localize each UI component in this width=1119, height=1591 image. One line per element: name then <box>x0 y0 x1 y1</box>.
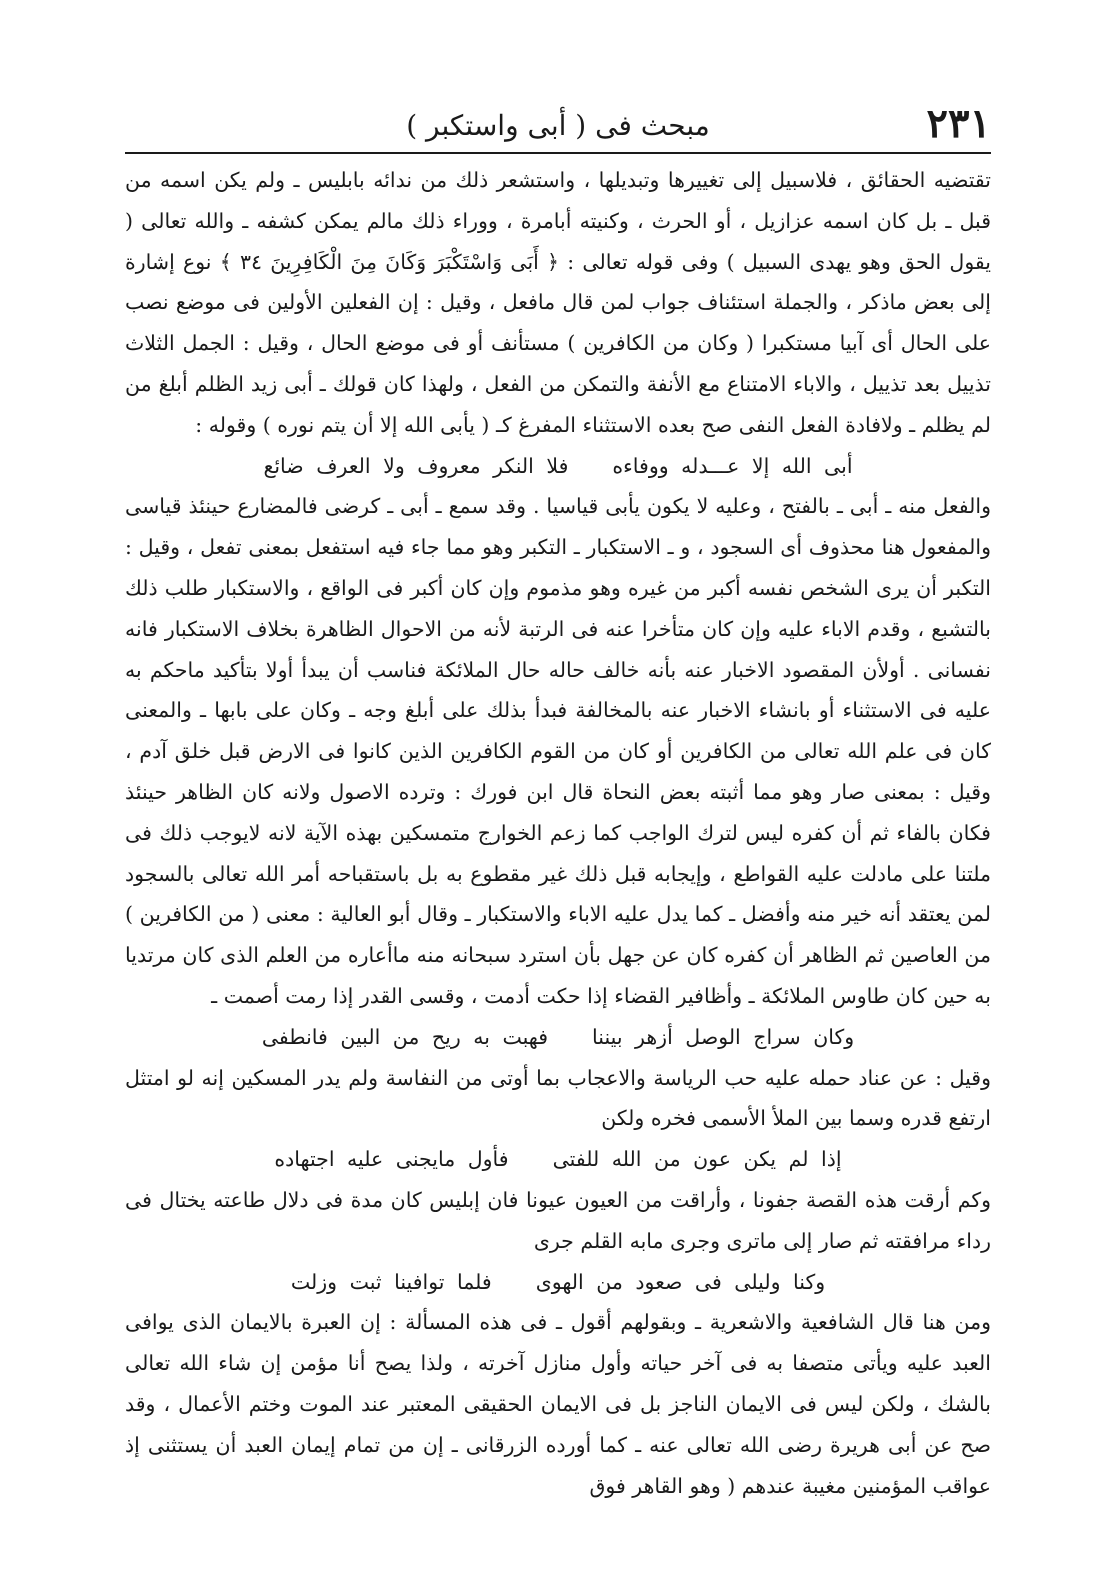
verse-line <box>125 1017 991 1058</box>
paragraph: والفعل منه ـ أبى ـ بالفتح ، وعليه لا يكون يأبى قياسيا . وقد سمع ـ أبى ـ كرضى فالمضارع حينئذ قياسى والمفعول هنا محذوف أى السجود ، و ـ الاستكبار ـ التكبر وهو مما جاء فيه استفعل بمعنى تفعل ، وقيل : التكبر أن يرى الشخص نفسه أكبر من غيره وهو مذموم وإن كان أكبر فى الواقع ، والاستكبار طلب ذلك بالتشبع ، وقدم الاباء عليه وإن كان متأخرا عنه فى الرتبة لأنه من الاحوال الظاهرة بخلاف الاستكبار فانه نفسانى . أولأن المقصود الاخبار عنه بأنه خالف حاله حال الملائكة فناسب أن يبدأ أولا بتأكيد ماحكم به عليه فى الاستثناء أو بانشاء الاخبار عنه بالمخالفة فبدأ بذلك على أبلغ وجه ـ وكان على بابها ـ والمعنى كان فى علم الله تعالى من الكافرين أو كان من القوم الكافرين الذين كانوا فى الارض قبل خلق آدم ، وقيل : بمعنى صار وهو مما أثبته بعض النحاة قال ابن فورك : وترده الاصول ولانه كان الظاهر حينئذ فكان بالفاء ثم أن كفره ليس لترك الواجب كما زعم الخوارج متمسكين بهذه الآية لانه لايوجب ذلك فى ملتنا على مادلت عليه القواطع ، وإيجابه قبل ذلك غير مقطوع به بل باستقباحه أمر الله تعالى بالسجود لمن يعتقد أنه خير منه وأفضل ـ كما يدل عليه الاباء والاستكبار ـ وقال أبو العالية : معنى ( من الكافرين ) من العاصين ثم الظاهر أن كفره كان عن جهل بأن استرد سبحانه منه ماأعاره من العلم الذى كان مرتديا به حين كان طاوس الملائكة ـ وأظافير القضاء إذا حكت أدمت ، وقسى القدر إذا رمت أصمت ـ <box>125 494 991 1008</box>
running-title: مبحث فى ( أبى واستكبر ) <box>406 109 710 142</box>
verse-line <box>125 1139 991 1180</box>
verse-second-hemistich: فأول مايجنى عليه اجتهاده <box>274 1147 509 1172</box>
verse-line <box>125 1262 991 1303</box>
verse-second-hemistich: فلا النكر معروف ولا العرف ضائع <box>263 453 569 478</box>
verse-first-hemistich: إذا لم يكن عون من الله للفتى <box>552 1147 842 1172</box>
verse-first-hemistich: وكنا وليلى فى صعود من الهوى <box>535 1269 826 1294</box>
verse-second-hemistich: فهبت به ريح من البين فانطفى <box>261 1024 549 1049</box>
verse-second-hemistich: فلما توافينا ثبت وزلت <box>290 1269 492 1294</box>
verse-first-hemistich: وكان سراج الوصل أزهر بيننا <box>592 1024 855 1049</box>
verse-first-hemistich: أبى الله إلا عـــدله ووفاءه <box>612 453 853 478</box>
paragraph: وكم أرقت هذه القصة جفونا ، وأراقت من العيون عيونا فان إبليس كان مدة فى دلال طاعته يختال فى رداء مرافقته ثم صار إلى ماترى وجرى مابه القلم جرى <box>125 1187 991 1253</box>
page-header <box>125 100 991 152</box>
header-rule <box>125 152 991 154</box>
page-number: ٢٣١ <box>926 100 991 147</box>
paragraph: تقتضيه الحقائق ، فلاسبيل إلى تغييرها وتبديلها ، واستشعر ذلك من ندائه بابليس ـ ولم يكن اسمه من قبل ـ بل كان اسمه عزازيل ، أو الحرث ، وكنيته أبامرة ، ووراء ذلك مالم يمكن كشفه ـ والله تعالى ( يقول الحق وهو يهدى السبيل ) وفى قوله تعالى : ﴿ أَبَى وَاسْتَكْبَرَ وَكَانَ مِنَ الْكَافِرِينَ ٣٤ ﴾ نوع إشارة إلى بعض ماذكر ، والجملة استئناف جواب لمن قال مافعل ، وقيل : إن الفعلين الأولين فى موضع نصب على الحال أى آبيا مستكبرا ( وكان من الكافرين ) مستأنف أو فى موضع الحال ، وقيل : الجمل الثلاث تذييل بعد تذييل ، والاباء الامتناع مع الأنفة والتمكن من الفعل ، ولهذا كان قولك ـ أبى زيد الظلم أبلغ من لم يظلم ـ ولافادة الفعل النفى صح بعده الاستثناء المفرغ كـ ( يأبى الله إلا أن يتم نوره ) وقوله : <box>125 168 991 437</box>
verse-line <box>125 446 991 487</box>
main-text <box>125 160 991 1506</box>
paragraph: وقيل : عن عناد حمله عليه حب الرياسة والاعجاب بما أوتى من النفاسة ولم يدر المسكين إنه لو امتثل ارتفع قدره وسما بين الملأ الأسمى فخره ولكن <box>125 1065 991 1131</box>
paragraph: ومن هنا قال الشافعية والاشعرية ـ وبقولهم أقول ـ فى هذه المسألة : إن العبرة بالايمان الذى يوافى العبد عليه ويأتى متصفا به فى آخر حياته وأول منازل آخرته ، ولذا يصح أنا مؤمن إن شاء الله تعالى بالشك ، ولكن ليس فى الايمان الناجز بل فى الايمان الحقيقى المعتبر عند الموت وختم الأعمال ، وقد صح عن أبى هريرة رضى الله تعالى عنه ـ كما أورده الزرقانى ـ إن من تمام إيمان العبد أن يستثنى إذ عواقب المؤمنين مغيبة عندهم ( وهو القاهر فوق <box>125 1310 991 1498</box>
